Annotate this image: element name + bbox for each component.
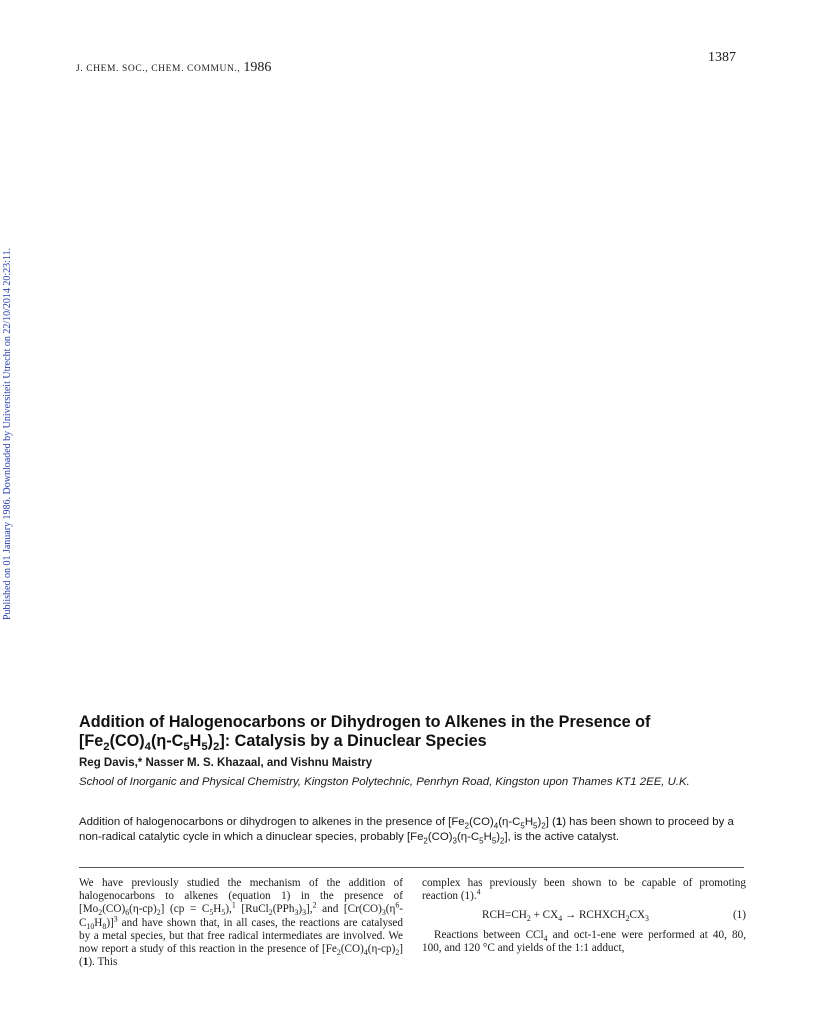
body-paragraph: Reactions between CCl$_4$ and oct-1-ene were performed at 40, 80, 100, and 120 °C and yields of the 1:1 adduct,: [422, 928, 746, 954]
body-column-left: We have previously studied the mechanism of the addition of halogenocarbons to alkenes (equation 1) in the presence of $[Mo_2(CO)_6(\eta-cp)_2] (cp = C_5H_5),^1$ $[RuCl_2(PPh_3)_3],^2$ and $[Cr(CO)_3(\eta^6-C_{10}H_8)]^3$ and have shown that, in all cases, the reactions are catalysed by a metal species, but that free radical intermediates are involved. We now report a study of this reaction in the presence of $[Fe_2(CO)_4(\eta-cp)_2]$ (1). This: [79, 877, 403, 969]
equation-number: (1): [732, 909, 746, 922]
body-column-right: [422, 877, 746, 955]
article-title-line-1: Addition of Halogenocarbons or Dihydrogen to Alkenes in the Presence of: [79, 713, 651, 731]
equation-body: $RCH=CH_2 + CX_4$ → $RCHXCH_2CX_3$: [482, 909, 649, 924]
running-head: [76, 60, 271, 76]
section-divider: [79, 867, 744, 868]
equation-1: [422, 909, 746, 922]
journal-year: 1986: [243, 60, 272, 75]
download-watermark: Published on 01 January 1986. Downloaded by Universiteit Utrecht on 22/10/2014 20:23:11.: [2, 247, 13, 620]
article-title-line-2: $[Fe_2(CO)_4(\eta-C_5H_5)_2]$: Catalysis by a Dinuclear Species: [79, 732, 487, 754]
journal-name: J. CHEM. SOC., CHEM. COMMUN.,: [76, 64, 241, 74]
author-list: Reg Davis,* Nasser M. S. Khazaal, and Vishnu Maistry: [79, 757, 373, 769]
page-number: 1387: [708, 50, 736, 65]
abstract: Addition of halogenocarbons or dihydrogen to alkenes in the presence of $[Fe_2(CO)_4(\eta-C_5H_5)_2]$ (1) has been shown to proceed by a non-radical catalytic cycle in which a dinuclear species, probably $[Fe_2(CO)_3(\eta-C_5H_5)_2]$, is the active catalyst.: [79, 816, 734, 845]
author-affiliation: School of Inorganic and Physical Chemistry, Kingston Polytechnic, Penrhyn Road, Kingston upon Thames KT1 2EE, U.K.: [79, 776, 690, 788]
body-paragraph-continued: complex has previously been shown to be capable of promoting reaction (1).$^4$: [422, 877, 746, 903]
